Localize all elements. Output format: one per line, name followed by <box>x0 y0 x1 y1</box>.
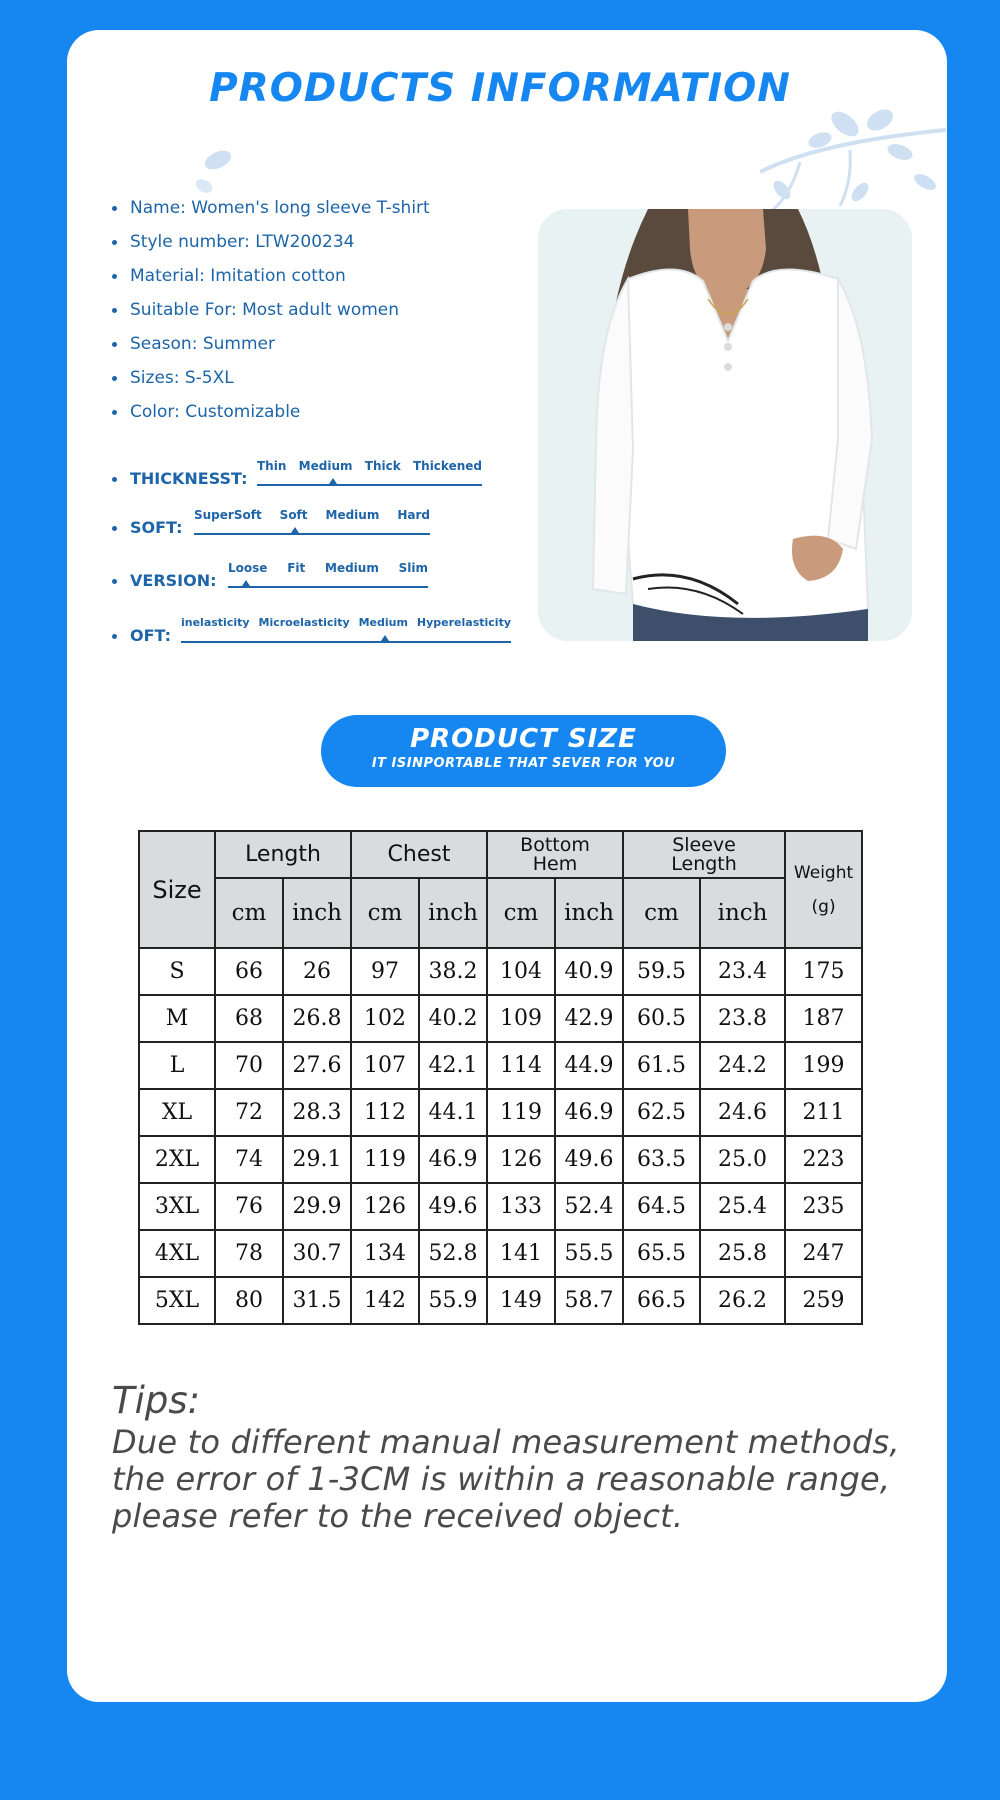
table-cell: 97 <box>351 948 419 995</box>
size-header: Size <box>139 831 215 948</box>
thickness-option: Thick <box>364 459 401 473</box>
table-cell: 66 <box>215 948 283 995</box>
table-row <box>139 1277 862 1324</box>
table-cell: 126 <box>351 1183 419 1230</box>
selected-marker-icon <box>329 478 337 484</box>
table-cell: 29.9 <box>283 1183 351 1230</box>
bullet-icon <box>112 240 117 245</box>
table-cell: 74 <box>215 1136 283 1183</box>
unit-header: inch <box>283 878 351 948</box>
tips-line: the error of 1-3CM is within a reasonable range, <box>112 1460 891 1498</box>
product-size-subtitle: IT ISINPORTABLE THAT SEVER FOR YOU <box>371 756 676 771</box>
size-cell: XL <box>139 1089 215 1136</box>
table-cell: 58.7 <box>555 1277 623 1324</box>
size-cell: L <box>139 1042 215 1089</box>
unit-header: cm <box>487 878 555 948</box>
unit-header: cm <box>623 878 700 948</box>
table-cell: 29.1 <box>283 1136 351 1183</box>
table-cell: 104 <box>487 948 555 995</box>
table-cell: 70 <box>215 1042 283 1089</box>
table-cell: 133 <box>487 1183 555 1230</box>
info-style-number: Style number: LTW200234 <box>112 228 430 262</box>
table-cell: 68 <box>215 995 283 1042</box>
size-cell: 4XL <box>139 1230 215 1277</box>
scale-line <box>228 586 428 588</box>
table-cell: 31.5 <box>283 1277 351 1324</box>
thickness-option: Thin <box>257 459 287 473</box>
bullet-icon <box>112 634 117 639</box>
size-cell: 2XL <box>139 1136 215 1183</box>
version-option: Slim <box>398 561 428 575</box>
table-cell: 25.8 <box>700 1230 785 1277</box>
table-cell: 134 <box>351 1230 419 1277</box>
table-row <box>139 1230 862 1277</box>
table-cell: 60.5 <box>623 995 700 1042</box>
bullet-icon <box>112 579 117 584</box>
table-cell: 119 <box>487 1089 555 1136</box>
table-cell: 40.2 <box>419 995 487 1042</box>
table-row <box>139 995 862 1042</box>
table-cell: 107 <box>351 1042 419 1089</box>
soft-option: Soft <box>279 508 308 522</box>
size-cell: S <box>139 948 215 995</box>
table-cell: 59.5 <box>623 948 700 995</box>
table-cell: 141 <box>487 1230 555 1277</box>
selected-marker-icon <box>291 527 299 533</box>
table-cell: 63.5 <box>623 1136 700 1183</box>
size-cell: 5XL <box>139 1277 215 1324</box>
table-cell: 109 <box>487 995 555 1042</box>
leaf-decoration <box>194 146 238 198</box>
bullet-icon <box>112 308 117 313</box>
bullet-icon <box>112 342 117 347</box>
table-cell: 223 <box>785 1136 862 1183</box>
table-row <box>139 1089 862 1136</box>
unit-header: inch <box>555 878 623 948</box>
table-cell: 26.8 <box>283 995 351 1042</box>
tips-title: Tips: <box>112 1379 201 1422</box>
table-cell: 78 <box>215 1230 283 1277</box>
oft-option: Microelasticity <box>258 616 350 629</box>
product-photo <box>538 209 912 641</box>
table-cell: 175 <box>785 948 862 995</box>
info-sizes: Sizes: S-5XL <box>112 364 430 398</box>
bullet-icon <box>112 206 117 211</box>
product-size-banner <box>321 715 726 787</box>
table-cell: 25.0 <box>700 1136 785 1183</box>
thickness-option: Thickened <box>412 459 482 473</box>
size-cell: 3XL <box>139 1183 215 1230</box>
table-cell: 44.9 <box>555 1042 623 1089</box>
table-cell: 49.6 <box>419 1183 487 1230</box>
bullet-icon <box>112 477 117 482</box>
info-color: Color: Customizable <box>112 398 430 432</box>
table-cell: 259 <box>785 1277 862 1324</box>
table-cell: 235 <box>785 1183 862 1230</box>
bullet-icon <box>112 274 117 279</box>
bullet-icon <box>112 526 117 531</box>
size-chart-body <box>139 948 862 1324</box>
table-cell: 42.1 <box>419 1042 487 1089</box>
table-cell: 247 <box>785 1230 862 1277</box>
scale-line <box>194 533 430 535</box>
table-cell: 149 <box>487 1277 555 1324</box>
table-cell: 72 <box>215 1089 283 1136</box>
selected-marker-icon <box>381 635 389 641</box>
oft-option: Hyperelasticity <box>416 616 511 629</box>
table-cell: 52.8 <box>419 1230 487 1277</box>
version-scale <box>228 561 428 591</box>
scale-line <box>181 641 511 643</box>
sleeve-length-header: Sleeve Length <box>623 831 785 878</box>
table-cell: 62.5 <box>623 1089 700 1136</box>
table-row <box>139 1042 862 1089</box>
table-cell: 24.6 <box>700 1089 785 1136</box>
table-cell: 38.2 <box>419 948 487 995</box>
table-row <box>139 1136 862 1183</box>
length-header: Length <box>215 831 351 878</box>
table-cell: 23.8 <box>700 995 785 1042</box>
tips-section <box>112 1378 932 1535</box>
model-wearing-shirt-illustration <box>538 209 912 641</box>
table-cell: 66.5 <box>623 1277 700 1324</box>
table-cell: 24.2 <box>700 1042 785 1089</box>
info-season: Season: Summer <box>112 330 430 364</box>
weight-header: Weight (g) <box>785 831 862 948</box>
info-suitable-for: Suitable For: Most adult women <box>112 296 430 330</box>
unit-header: cm <box>215 878 283 948</box>
bottom-hem-header: Bottom Hem <box>487 831 623 878</box>
soft-option: SuperSoft <box>194 508 262 522</box>
table-cell: 27.6 <box>283 1042 351 1089</box>
table-cell: 211 <box>785 1089 862 1136</box>
unit-header: inch <box>700 878 785 948</box>
table-cell: 61.5 <box>623 1042 700 1089</box>
table-cell: 23.4 <box>700 948 785 995</box>
unit-header: cm <box>351 878 419 948</box>
table-cell: 52.4 <box>555 1183 623 1230</box>
soft-label: SOFT: <box>112 518 183 537</box>
info-name: Name: Women's long sleeve T-shirt <box>112 194 430 228</box>
bullet-icon <box>112 376 117 381</box>
table-cell: 26 <box>283 948 351 995</box>
info-material: Material: Imitation cotton <box>112 262 430 296</box>
version-label: VERSION: <box>112 571 217 590</box>
table-cell: 187 <box>785 995 862 1042</box>
table-cell: 44.1 <box>419 1089 487 1136</box>
table-cell: 46.9 <box>555 1089 623 1136</box>
table-cell: 199 <box>785 1042 862 1089</box>
scale-line <box>257 484 482 486</box>
branch-leaves-decoration <box>760 102 946 222</box>
table-cell: 42.9 <box>555 995 623 1042</box>
selected-marker-icon <box>242 580 250 586</box>
table-cell: 28.3 <box>283 1089 351 1136</box>
thickness-label: THICKNESST: <box>112 469 247 488</box>
bullet-icon <box>112 410 117 415</box>
table-cell: 26.2 <box>700 1277 785 1324</box>
version-option: Fit <box>287 561 306 575</box>
table-cell: 119 <box>351 1136 419 1183</box>
oft-label: OFT: <box>112 626 171 645</box>
oft-option: inelasticity <box>181 616 250 629</box>
table-cell: 112 <box>351 1089 419 1136</box>
table-cell: 64.5 <box>623 1183 700 1230</box>
soft-scale <box>194 508 430 538</box>
table-cell: 55.9 <box>419 1277 487 1324</box>
table-row <box>139 1183 862 1230</box>
soft-option: Medium <box>325 508 380 522</box>
tips-line: Due to different manual measurement methods, <box>112 1423 900 1461</box>
soft-option: Hard <box>397 508 430 522</box>
table-cell: 142 <box>351 1277 419 1324</box>
thickness-option: Medium <box>298 459 353 473</box>
table-cell: 25.4 <box>700 1183 785 1230</box>
table-cell: 102 <box>351 995 419 1042</box>
version-option: Loose <box>228 561 268 575</box>
table-cell: 49.6 <box>555 1136 623 1183</box>
chest-header: Chest <box>351 831 487 878</box>
table-cell: 40.9 <box>555 948 623 995</box>
table-row <box>139 948 862 995</box>
table-cell: 55.5 <box>555 1230 623 1277</box>
table-cell: 46.9 <box>419 1136 487 1183</box>
table-cell: 126 <box>487 1136 555 1183</box>
unit-header: inch <box>419 878 487 948</box>
tips-line: please refer to the received object. <box>112 1497 684 1535</box>
product-info-list <box>112 194 430 432</box>
thickness-scale <box>257 459 482 489</box>
oft-scale <box>181 616 511 646</box>
version-option: Medium <box>325 561 379 575</box>
page-title: PRODUCTS INFORMATION <box>209 66 791 111</box>
table-cell: 30.7 <box>283 1230 351 1277</box>
size-chart-table <box>138 830 863 1325</box>
product-size-title: PRODUCT SIZE <box>410 724 637 754</box>
table-cell: 76 <box>215 1183 283 1230</box>
size-cell: M <box>139 995 215 1042</box>
oft-option: Medium <box>358 616 408 629</box>
table-cell: 65.5 <box>623 1230 700 1277</box>
table-cell: 114 <box>487 1042 555 1089</box>
table-cell: 80 <box>215 1277 283 1324</box>
